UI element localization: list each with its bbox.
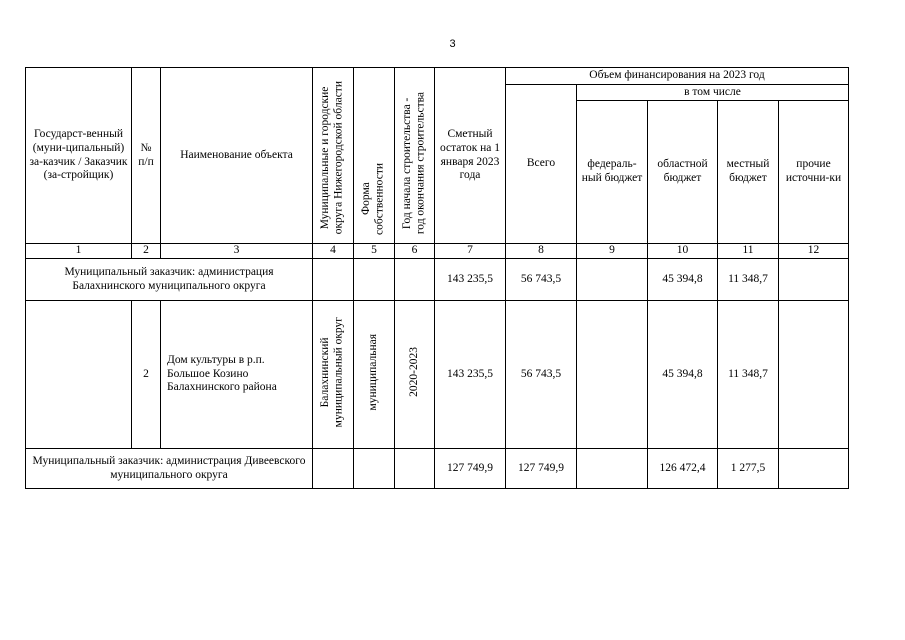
row-local: 11 348,7 bbox=[718, 301, 779, 449]
table-row bbox=[26, 301, 849, 449]
row-customer: Муниципальный заказчик: администрация Дивеевского муниципального округа bbox=[26, 449, 313, 489]
row-municipality: Балахнинский муниципальный округ bbox=[313, 301, 354, 449]
column-number: 6 bbox=[395, 244, 435, 259]
row-regional: 126 472,4 bbox=[648, 449, 718, 489]
header-estimate-balance: Сметный остаток на 1 января 2023 года bbox=[435, 68, 506, 244]
header-municipality: Муниципальные и городские округа Нижегородской области bbox=[313, 68, 354, 244]
table-row bbox=[26, 259, 849, 301]
row-regional: 45 394,8 bbox=[648, 301, 718, 449]
row-local: 1 277,5 bbox=[718, 449, 779, 489]
column-number: 9 bbox=[577, 244, 648, 259]
row-object-name: Дом культуры в р.п. Большое Козино Балахнинского района bbox=[161, 301, 313, 449]
column-number: 3 bbox=[161, 244, 313, 259]
header-total: Всего bbox=[506, 85, 577, 244]
column-number: 2 bbox=[132, 244, 161, 259]
header-federal: федераль-ный бюджет bbox=[577, 101, 648, 244]
row-municipality bbox=[313, 259, 354, 301]
page-number: 3 bbox=[449, 38, 456, 50]
row-other bbox=[779, 259, 849, 301]
column-number-row bbox=[26, 244, 849, 259]
column-number: 4 bbox=[313, 244, 354, 259]
header-number: № п/п bbox=[132, 68, 161, 244]
column-number: 11 bbox=[718, 244, 779, 259]
row-ownership bbox=[354, 259, 395, 301]
header-customer: Государст-венный (муни-ципальный) за-казчик / Заказчик (за-стройщик) bbox=[26, 68, 132, 244]
row-total: 56 743,5 bbox=[506, 259, 577, 301]
column-number: 12 bbox=[779, 244, 849, 259]
row-federal bbox=[577, 301, 648, 449]
financing-table bbox=[25, 67, 849, 489]
column-number: 5 bbox=[354, 244, 395, 259]
header-local: местный бюджет bbox=[718, 101, 779, 244]
header-object-name: Наименование объекта bbox=[161, 68, 313, 244]
row-customer: Муниципальный заказчик: администрация Балахнинского муниципального округа bbox=[26, 259, 313, 301]
header-years: Год начала строительства - год окончания строительства bbox=[395, 68, 435, 244]
header-ownership: Форма собственности bbox=[354, 68, 395, 244]
row-local: 11 348,7 bbox=[718, 259, 779, 301]
column-number: 1 bbox=[26, 244, 132, 259]
header-funding-volume: Объем финансирования на 2023 год bbox=[506, 68, 849, 85]
header-regional: областной бюджет bbox=[648, 101, 718, 244]
row-estimate: 127 749,9 bbox=[435, 449, 506, 489]
row-estimate: 143 235,5 bbox=[435, 259, 506, 301]
row-other bbox=[779, 449, 849, 489]
header-including: в том числе bbox=[577, 85, 849, 101]
row-federal bbox=[577, 259, 648, 301]
row-number: 2 bbox=[132, 301, 161, 449]
row-years bbox=[395, 449, 435, 489]
header-other: прочие источни-ки bbox=[779, 101, 849, 244]
row-federal bbox=[577, 449, 648, 489]
row-years: 2020-2023 bbox=[395, 301, 435, 449]
row-years bbox=[395, 259, 435, 301]
row-customer bbox=[26, 301, 132, 449]
row-total: 56 743,5 bbox=[506, 301, 577, 449]
row-ownership bbox=[354, 449, 395, 489]
row-ownership: муниципальная bbox=[354, 301, 395, 449]
column-number: 10 bbox=[648, 244, 718, 259]
column-number: 7 bbox=[435, 244, 506, 259]
column-number: 8 bbox=[506, 244, 577, 259]
row-other bbox=[779, 301, 849, 449]
row-total: 127 749,9 bbox=[506, 449, 577, 489]
row-regional: 45 394,8 bbox=[648, 259, 718, 301]
row-estimate: 143 235,5 bbox=[435, 301, 506, 449]
table-row bbox=[26, 449, 849, 489]
row-municipality bbox=[313, 449, 354, 489]
